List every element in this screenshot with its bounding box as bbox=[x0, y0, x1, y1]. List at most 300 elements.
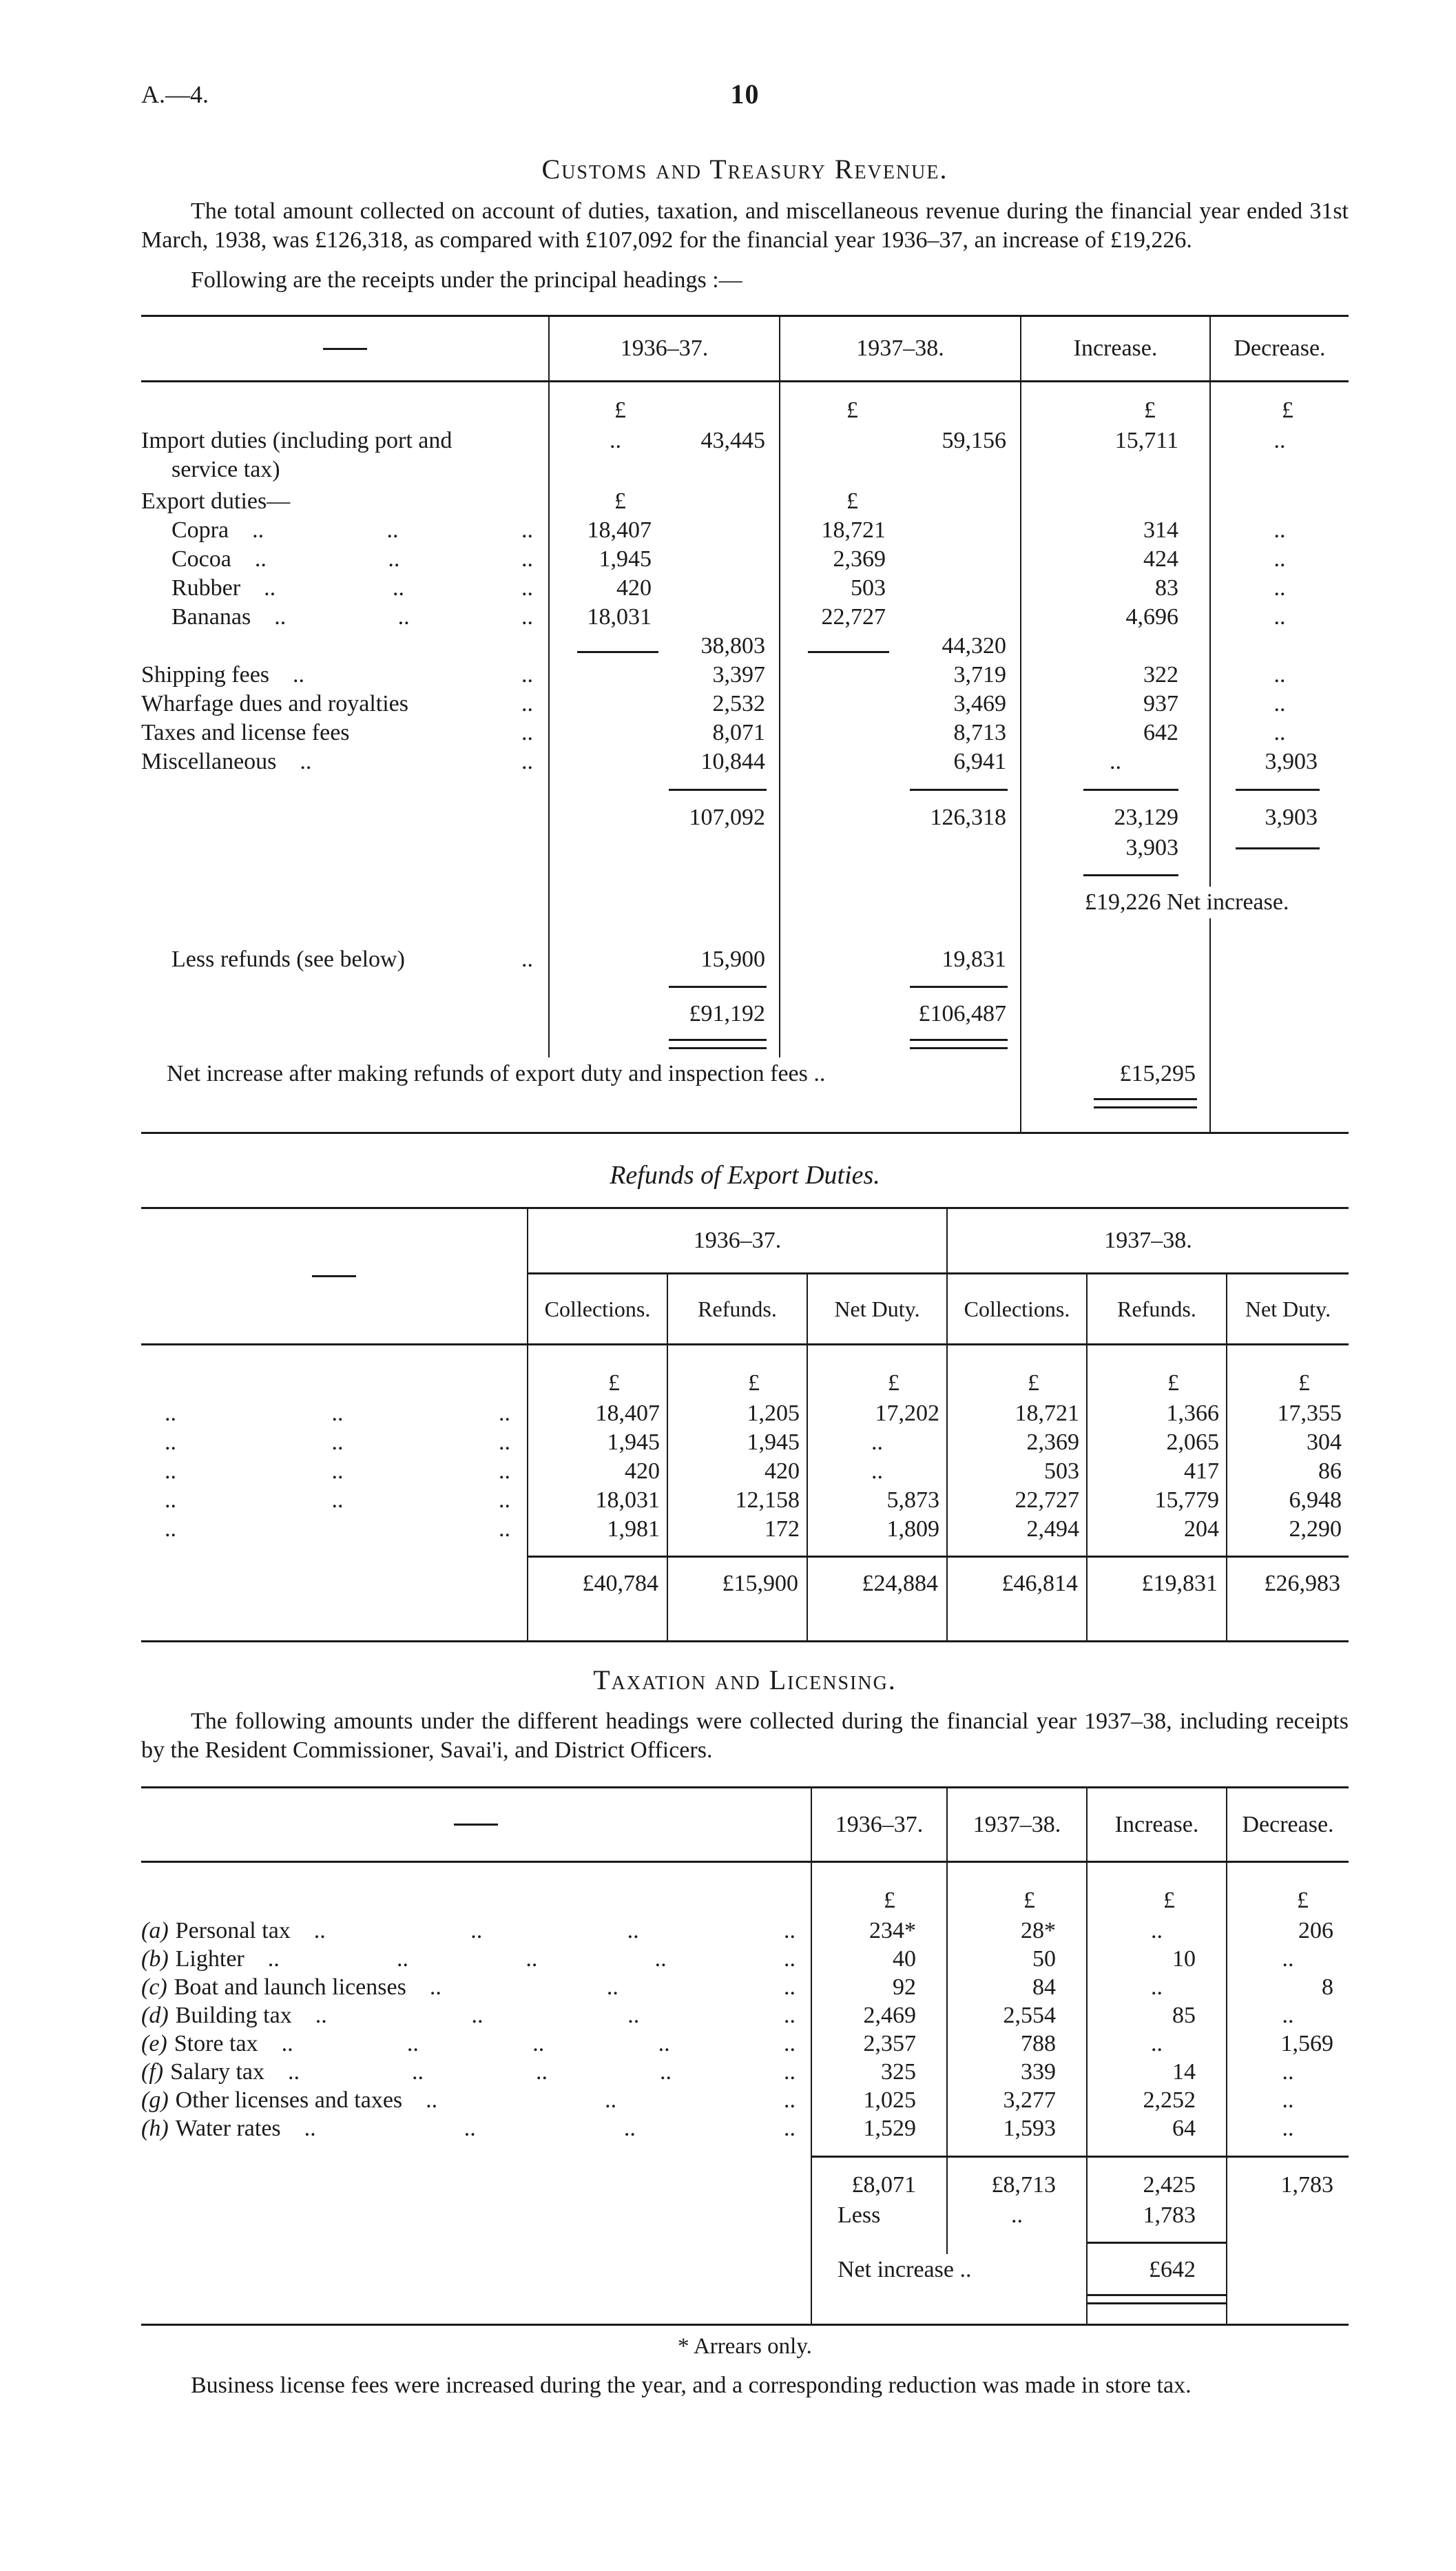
text: 3,903 bbox=[1265, 749, 1318, 774]
cell-value bbox=[1226, 2030, 1349, 2058]
cell-value bbox=[1086, 1428, 1226, 1457]
text: £46,814 bbox=[1001, 1571, 1078, 1596]
text: Decrease. bbox=[1242, 1811, 1334, 1837]
text: £ bbox=[1297, 1888, 1309, 1913]
cell-less-dots bbox=[946, 2200, 1086, 2231]
cell-value bbox=[811, 2030, 946, 2058]
cell-value bbox=[1226, 2114, 1349, 2143]
text: Increase. bbox=[1114, 1811, 1199, 1837]
text: Water rates bbox=[175, 2116, 281, 2141]
text: £ bbox=[614, 397, 626, 423]
text: .. bbox=[784, 2087, 795, 2113]
text: .. bbox=[783, 1918, 795, 1943]
cell-stub bbox=[141, 975, 548, 998]
cell-spacer bbox=[807, 1599, 946, 1640]
stub-line-2 bbox=[141, 455, 548, 484]
text: Miscellaneous bbox=[141, 749, 277, 774]
cell-y2 bbox=[779, 690, 1020, 719]
cell-value bbox=[527, 1515, 667, 1544]
table-row bbox=[141, 1788, 1349, 1863]
cell-value bbox=[811, 1917, 946, 1945]
cell-value bbox=[946, 1945, 1086, 1974]
table-row bbox=[141, 1544, 1349, 1569]
cell-inc bbox=[1020, 574, 1209, 603]
text: 206 bbox=[1298, 1918, 1333, 1943]
cell-less-label bbox=[811, 2200, 946, 2231]
text: 18,721 bbox=[821, 517, 886, 543]
cell-stub bbox=[141, 1486, 527, 1515]
cell-value bbox=[946, 1457, 1086, 1486]
header-subcell bbox=[1226, 1274, 1349, 1343]
text: 10,844 bbox=[700, 749, 765, 774]
text: 12,158 bbox=[735, 1487, 800, 1513]
table-row bbox=[141, 382, 1349, 426]
cell-stub bbox=[141, 863, 548, 887]
rule-segment bbox=[910, 789, 1008, 791]
text: .. bbox=[331, 1458, 344, 1484]
header-cell-y2 bbox=[779, 317, 1020, 380]
cell-dec bbox=[1209, 944, 1349, 975]
header-subcell bbox=[1086, 1274, 1226, 1343]
text: Personal tax bbox=[175, 1918, 291, 1943]
text: 44,320 bbox=[942, 633, 1006, 659]
text: £24,884 bbox=[862, 1571, 938, 1596]
cell-value bbox=[811, 2114, 946, 2143]
text: £19,831 bbox=[1141, 1571, 1218, 1596]
text: .. bbox=[165, 1516, 176, 1542]
cell-y1 bbox=[548, 1030, 779, 1057]
cell-stub bbox=[141, 1457, 527, 1486]
cell-stub bbox=[141, 2114, 811, 2143]
text: Boat and launch licenses bbox=[174, 1974, 406, 2000]
cell-stub bbox=[141, 887, 548, 918]
header-cell-stub bbox=[141, 1788, 811, 1861]
text: .. bbox=[627, 1918, 639, 1943]
text: 14 bbox=[1172, 2059, 1196, 2085]
cell-value bbox=[1226, 1917, 1349, 1945]
cell-y2 bbox=[779, 833, 1020, 863]
cell-stub bbox=[141, 382, 548, 426]
text: .. bbox=[521, 947, 533, 972]
cell-inc bbox=[1020, 918, 1209, 944]
rule-cell bbox=[1226, 2142, 1349, 2170]
cell-spacer bbox=[1226, 1599, 1349, 1640]
rule-segment bbox=[1227, 1556, 1349, 1558]
dot-leaders bbox=[373, 719, 533, 747]
text: (e) bbox=[141, 2031, 167, 2056]
cell-total-y1 bbox=[811, 2170, 946, 2200]
text: 937 bbox=[1143, 691, 1178, 716]
cell-stub bbox=[141, 487, 548, 516]
cell-y2 bbox=[779, 887, 1020, 918]
dot-leaders bbox=[165, 1428, 510, 1457]
rule-segment bbox=[669, 1039, 767, 1049]
text: £8,713 bbox=[991, 2172, 1056, 2198]
text: .. bbox=[281, 2031, 293, 2056]
cell-inc bbox=[1020, 975, 1209, 998]
table-row bbox=[141, 863, 1349, 887]
cell-value bbox=[1086, 1515, 1226, 1544]
table-row bbox=[141, 2001, 1349, 2030]
text: .. bbox=[1273, 517, 1286, 543]
cell-blank bbox=[811, 2286, 1086, 2312]
cell-value bbox=[527, 1457, 667, 1486]
cell-stub bbox=[141, 690, 548, 719]
text: £ bbox=[748, 1370, 760, 1396]
cell-value bbox=[811, 2058, 946, 2087]
cell-y1 bbox=[548, 833, 779, 863]
table-row bbox=[141, 833, 1349, 863]
cell-value bbox=[811, 1973, 946, 2002]
cell-stub bbox=[141, 1945, 811, 1974]
text: .. bbox=[521, 662, 533, 688]
section-heading-taxation: Taxation and Licensing. bbox=[593, 1664, 897, 1695]
cell-blank bbox=[811, 2312, 1086, 2324]
cell-stub bbox=[141, 574, 548, 603]
text: Increase. bbox=[1073, 335, 1158, 361]
rule-segment bbox=[1236, 789, 1320, 791]
cell-dec bbox=[1209, 803, 1349, 833]
cell-blank bbox=[1226, 2312, 1349, 2324]
cell-net-increase-note bbox=[1020, 887, 1349, 918]
cell-value bbox=[527, 1486, 667, 1515]
cell-value bbox=[1226, 1973, 1349, 2002]
table-row bbox=[141, 918, 1349, 944]
dash-line bbox=[577, 651, 658, 653]
cell-y1 bbox=[548, 998, 779, 1030]
text: .. bbox=[627, 2003, 640, 2028]
text: 4,696 bbox=[1125, 604, 1178, 630]
text: Bananas bbox=[171, 604, 251, 630]
text: .. bbox=[499, 1429, 510, 1455]
table-row bbox=[141, 1030, 1349, 1057]
cell-value bbox=[1086, 2114, 1226, 2143]
closing-paragraph: Business license fees were increased during the year, and a corresponding reduction was made in store tax. bbox=[191, 2373, 1192, 2398]
text: 92 bbox=[893, 1974, 916, 2000]
text: 6,941 bbox=[953, 749, 1006, 774]
rule-cell bbox=[1086, 1544, 1226, 1569]
text: .. bbox=[1273, 691, 1286, 716]
cell-stub bbox=[141, 661, 548, 690]
text: .. bbox=[660, 2059, 672, 2085]
text: 339 bbox=[1021, 2059, 1056, 2085]
text: Decrease. bbox=[1234, 335, 1326, 361]
cell-value bbox=[807, 1457, 946, 1486]
text: .. bbox=[521, 517, 533, 543]
cell-stub bbox=[141, 1973, 811, 2002]
rule-cell bbox=[946, 2142, 1086, 2170]
text: .. bbox=[1273, 720, 1286, 745]
dot-leaders bbox=[165, 1399, 510, 1428]
text: 1,569 bbox=[1280, 2031, 1333, 2056]
text: £ bbox=[1023, 1888, 1035, 1913]
text: Net increase after making refunds of export duty and inspection fees .. bbox=[167, 1061, 826, 1086]
table-row bbox=[141, 1486, 1349, 1515]
text: .. bbox=[267, 1946, 280, 1972]
cell-dec bbox=[1209, 426, 1349, 487]
cell-stub bbox=[141, 747, 548, 776]
text: .. bbox=[1282, 2059, 1294, 2085]
text: .. bbox=[426, 2087, 438, 2113]
text: Cocoa bbox=[171, 546, 231, 572]
cell-stub bbox=[141, 2001, 811, 2030]
text: .. bbox=[1282, 1946, 1294, 1972]
text: 18,031 bbox=[587, 604, 652, 630]
text: Salary tax bbox=[170, 2059, 264, 2085]
rule-segment bbox=[1083, 789, 1178, 791]
cell-stub bbox=[141, 2058, 811, 2087]
cell-y1 bbox=[548, 661, 779, 690]
text: .. bbox=[264, 575, 276, 601]
table-row bbox=[141, 690, 1349, 719]
text: Net Duty. bbox=[834, 1297, 920, 1321]
table-row bbox=[141, 887, 1349, 918]
dot-leaders bbox=[282, 2030, 795, 2058]
text: 420 bbox=[616, 575, 652, 601]
rule-segment bbox=[948, 2156, 1086, 2158]
text: 6,948 bbox=[1289, 1487, 1342, 1513]
text: .. bbox=[315, 2003, 327, 2028]
text: 2,290 bbox=[1289, 1516, 1342, 1542]
text: 503 bbox=[1044, 1458, 1079, 1484]
cell-value bbox=[946, 1399, 1086, 1428]
cell-stub bbox=[141, 719, 548, 747]
rule-cell bbox=[811, 2142, 946, 2170]
text: £91,192 bbox=[689, 1001, 765, 1026]
cell-dec bbox=[1209, 516, 1349, 545]
cell-value bbox=[1086, 1945, 1226, 1974]
dot-leaders bbox=[264, 574, 533, 603]
text: 84 bbox=[1032, 1974, 1056, 2000]
text: 22,727 bbox=[821, 604, 886, 630]
cell-value bbox=[1226, 2086, 1349, 2115]
cell-stub bbox=[141, 998, 548, 1030]
text: .. bbox=[274, 604, 287, 630]
cell-blank bbox=[811, 2231, 946, 2254]
dot-leaders bbox=[315, 2001, 795, 2030]
text: .. bbox=[1273, 662, 1286, 688]
cell-y1 bbox=[548, 719, 779, 747]
text: 28* bbox=[1021, 1918, 1056, 1943]
text: £ bbox=[888, 1370, 899, 1396]
table-row bbox=[141, 1399, 1349, 1428]
table-refunds-export-duties bbox=[141, 1207, 1349, 1642]
text: .. bbox=[406, 2031, 419, 2056]
cell-value bbox=[807, 1428, 946, 1457]
text: 8,071 bbox=[712, 720, 765, 745]
header-cell-inc bbox=[1020, 317, 1209, 380]
text: £ bbox=[608, 1370, 620, 1396]
text: .. bbox=[784, 2031, 795, 2056]
cell-y2 bbox=[779, 382, 1020, 426]
cell-stub bbox=[141, 803, 548, 833]
cell-value bbox=[1226, 2001, 1349, 2030]
text: £15,900 bbox=[722, 1571, 798, 1596]
cell-inc bbox=[1020, 603, 1209, 632]
table-row bbox=[141, 2286, 1349, 2312]
cell-blank bbox=[1226, 2200, 1349, 2231]
cell-stub bbox=[141, 1515, 527, 1544]
cell-net-value bbox=[1086, 2254, 1226, 2286]
cell-value bbox=[1226, 1945, 1349, 1974]
cell-value bbox=[946, 1917, 1086, 1945]
rule-segment bbox=[910, 986, 1008, 988]
table-row bbox=[141, 2114, 1349, 2142]
rule-segment bbox=[669, 789, 767, 791]
table-row bbox=[141, 2231, 1349, 2254]
cell-spanning-label bbox=[141, 1115, 1020, 1132]
cell-inc bbox=[1020, 863, 1209, 887]
cell-stub bbox=[141, 2312, 811, 2324]
text: 1937–38. bbox=[1104, 1228, 1192, 1253]
cell-y1 bbox=[548, 803, 779, 833]
cell-net-label bbox=[811, 2254, 1086, 2286]
rule-segment bbox=[669, 986, 767, 988]
header-subcell bbox=[527, 1274, 667, 1343]
header-group-1936-37 bbox=[527, 1209, 946, 1274]
cell-y1 bbox=[548, 382, 779, 426]
cell-inc bbox=[1020, 1030, 1209, 1057]
cell-inc bbox=[1020, 1091, 1209, 1115]
cell-value bbox=[1086, 1486, 1226, 1515]
cell-y1 bbox=[548, 574, 779, 603]
cell-value bbox=[667, 1399, 807, 1428]
text: 1,025 bbox=[863, 2087, 916, 2113]
table-row bbox=[141, 2170, 1349, 2200]
text: 18,407 bbox=[587, 517, 652, 543]
text: .. bbox=[499, 1516, 510, 1542]
text: .. bbox=[313, 1918, 326, 1943]
cell-stub bbox=[141, 1544, 527, 1569]
header-cell-y1 bbox=[811, 1788, 946, 1861]
table-header bbox=[141, 1209, 1349, 1345]
text: 43,445 bbox=[700, 428, 765, 453]
text: .. bbox=[606, 1974, 618, 2000]
text: Other licenses and taxes bbox=[175, 2087, 403, 2113]
cell-total bbox=[667, 1569, 807, 1599]
rule-cell bbox=[946, 1544, 1086, 1569]
cell-stub bbox=[141, 776, 548, 803]
header-subcell bbox=[807, 1274, 946, 1343]
cell-stub bbox=[141, 918, 548, 944]
text: 424 bbox=[1143, 546, 1178, 572]
text: 234* bbox=[869, 1918, 916, 1943]
text: .. bbox=[658, 2031, 670, 2056]
cell-value bbox=[1226, 2058, 1349, 2087]
cell-inc bbox=[1020, 1115, 1209, 1132]
cell-y1 bbox=[548, 516, 779, 545]
text: 50 bbox=[1032, 1946, 1056, 1972]
text: .. bbox=[526, 1946, 538, 1972]
table-row bbox=[141, 632, 1349, 661]
cell-y1 bbox=[548, 975, 779, 998]
text: 3,719 bbox=[953, 662, 1006, 688]
text: Lighter bbox=[175, 1946, 245, 1972]
cell-spacer bbox=[527, 1599, 667, 1640]
text: 1,809 bbox=[886, 1516, 939, 1542]
table-row bbox=[141, 944, 1349, 975]
text: 1937–38. bbox=[856, 335, 944, 361]
cell-y1 bbox=[548, 690, 779, 719]
text: 1936–37. bbox=[620, 335, 709, 361]
cell-inc bbox=[1020, 487, 1209, 516]
text: £ bbox=[1282, 397, 1293, 423]
text: 64 bbox=[1172, 2116, 1196, 2141]
cell-dec bbox=[1209, 975, 1349, 998]
cell-dec bbox=[1209, 545, 1349, 574]
cell-y1 bbox=[548, 747, 779, 776]
text: .. bbox=[429, 1974, 441, 2000]
table-row bbox=[141, 1599, 1349, 1640]
cell-dec bbox=[1209, 632, 1349, 661]
cell-inc bbox=[1020, 803, 1209, 833]
cell-stub bbox=[141, 1399, 527, 1428]
cell-stub bbox=[141, 1917, 811, 1945]
rule-cell bbox=[1226, 1544, 1349, 1569]
cell-value bbox=[1226, 1515, 1349, 1544]
text: .. bbox=[784, 1974, 795, 2000]
stub-line-1 bbox=[141, 426, 548, 455]
text: 18,031 bbox=[595, 1487, 660, 1513]
table-row bbox=[141, 2086, 1349, 2114]
table-row bbox=[141, 1515, 1349, 1544]
text: 8 bbox=[1322, 1974, 1333, 2000]
cell-dec bbox=[1209, 574, 1349, 603]
text: 2,357 bbox=[863, 2031, 916, 2056]
text: £642 bbox=[1149, 2257, 1196, 2282]
rule-segment bbox=[948, 1556, 1086, 1558]
dot-leaders bbox=[432, 690, 533, 719]
table-row bbox=[141, 1115, 1349, 1132]
cell-y2 bbox=[779, 632, 1020, 661]
cell-sign bbox=[946, 1345, 1086, 1399]
text: 1,945 bbox=[599, 546, 652, 572]
customs-paragraph: The total amount collected on account of duties, taxation, and miscellaneous revenue during the financial year ended 31st March, 1938, was £126,318, as compared with £107,092 for the financial year 1936–37, an increase of £19,226. bbox=[141, 198, 1349, 253]
cell-y2 bbox=[779, 975, 1020, 998]
cell-value bbox=[527, 1399, 667, 1428]
table-row bbox=[141, 1973, 1349, 2001]
cell-value bbox=[1086, 2086, 1226, 2115]
text: .. bbox=[521, 604, 533, 630]
text: 2,369 bbox=[833, 546, 886, 572]
cell-y2 bbox=[779, 863, 1020, 887]
text: 1,945 bbox=[607, 1429, 660, 1455]
cell-stub bbox=[141, 1345, 527, 1399]
cell-value bbox=[667, 1515, 807, 1544]
text: 18,407 bbox=[595, 1401, 660, 1426]
text: .. bbox=[521, 749, 533, 774]
cell-total bbox=[946, 1569, 1086, 1599]
text: 1936–37. bbox=[693, 1228, 782, 1253]
header-cell-inc bbox=[1086, 1788, 1226, 1861]
header-cell-stub bbox=[141, 317, 548, 380]
cell-value bbox=[946, 1973, 1086, 2002]
cell-value bbox=[1086, 2030, 1226, 2058]
customs-paragraph-2: Following are the receipts under the principal headings :— bbox=[191, 267, 742, 293]
text: 5,873 bbox=[886, 1487, 939, 1513]
table-row bbox=[141, 2200, 1349, 2231]
text: .. bbox=[331, 1401, 344, 1426]
cell-stub bbox=[141, 2286, 811, 2312]
text: 3,903 bbox=[1265, 805, 1318, 830]
cell-inc bbox=[1020, 516, 1209, 545]
cell-y2 bbox=[779, 603, 1020, 632]
text: 2,252 bbox=[1143, 2087, 1196, 2113]
text: £ bbox=[884, 1888, 895, 1913]
cell-dec bbox=[1209, 603, 1349, 632]
text: .. bbox=[165, 1487, 176, 1513]
text: 3,469 bbox=[953, 691, 1006, 716]
